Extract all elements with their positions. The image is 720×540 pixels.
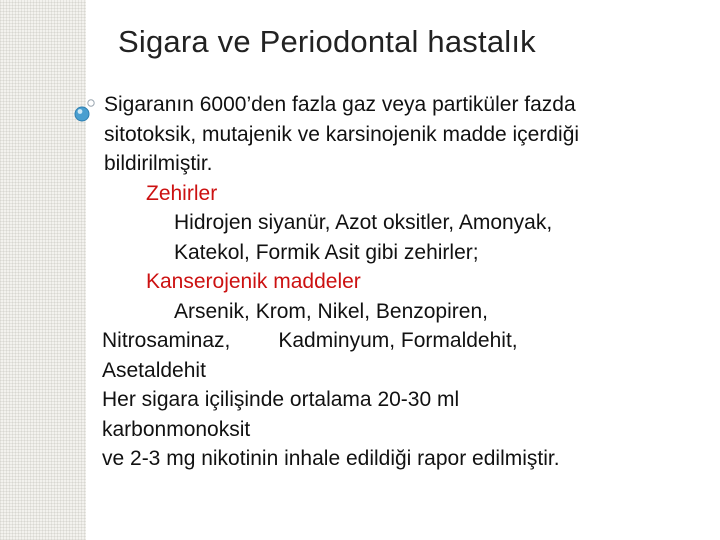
slide-body: [104, 90, 704, 474]
body-line-part: Kadminyum, Formaldehit,: [278, 329, 518, 352]
body-line: Sigaranın 6000’den fazla gaz veya partiküler fazda: [104, 93, 576, 116]
body-line: ve 2-3 mg nikotinin inhale edildiği rapor edilmiştir.: [102, 447, 560, 470]
section-heading-kanserojenik: Kanserojenik maddeler: [146, 270, 361, 293]
body-line: Arsenik, Krom, Nikel, Benzopiren,: [174, 299, 488, 323]
bullet-circle-icon: [74, 98, 98, 126]
body-line: karbonmonoksit: [102, 417, 251, 441]
section-heading-zehirler: Zehirler: [146, 181, 218, 205]
body-line: sitotoksik, mutajenik ve karsinojenik madde içerdiği: [104, 122, 580, 146]
body-line-part: Nitrosaminaz,: [102, 329, 231, 352]
body-line: Hidrojen siyanür, Azot oksitler, Amonyak,: [174, 211, 553, 234]
slide-title: Sigara ve Periodontal hastalık: [118, 24, 536, 59]
body-line-split: [102, 326, 704, 356]
body-line: Her sigara içilişinde ortalama 20-30 ml: [102, 388, 460, 411]
body-line: bildirilmiştir.: [104, 152, 213, 175]
body-line: Asetaldehit: [102, 358, 206, 382]
body-line: Katekol, Formik Asit gibi zehirler;: [174, 240, 479, 264]
decorative-pattern-strip: [0, 0, 86, 540]
